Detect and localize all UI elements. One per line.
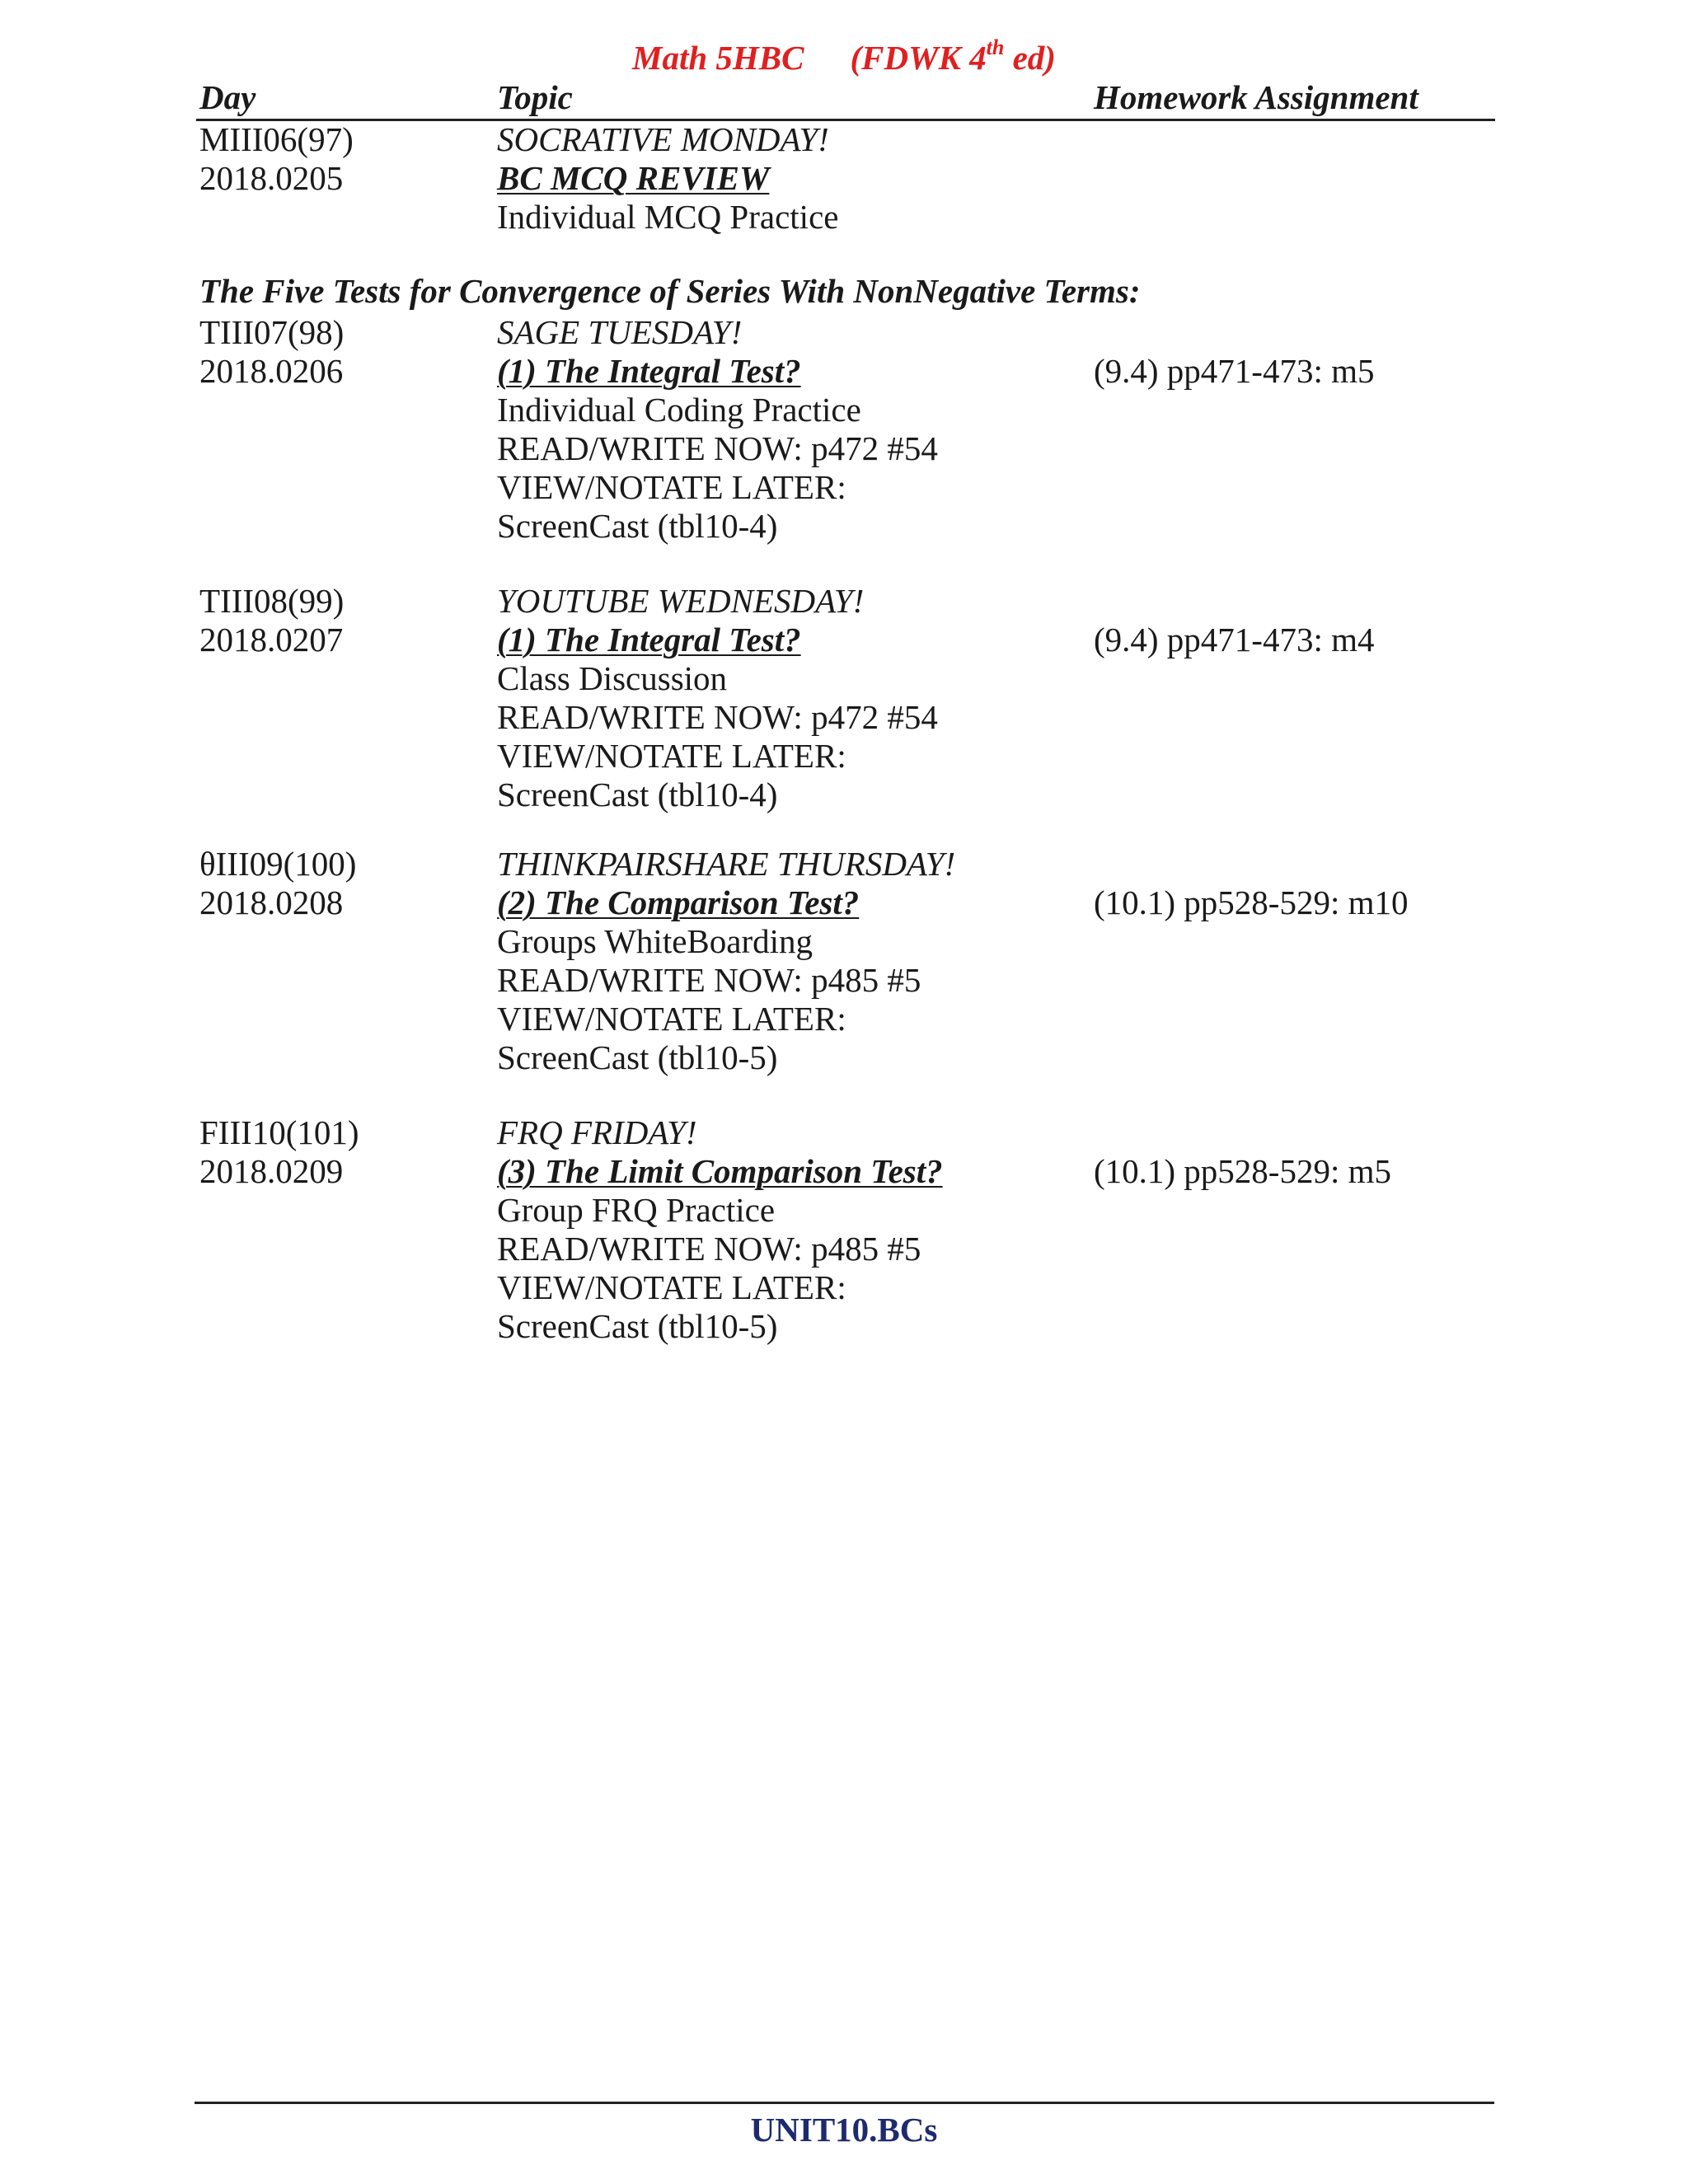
day-code: θIII09(100) [199,845,357,883]
footer-unit-label: UNIT10.BCs [750,2111,938,2149]
homework-assignment: (9.4) pp471-473: m4 [1094,621,1375,658]
screencast-ref: ScreenCast (tbl10-4) [497,776,778,813]
textbook-title: (FDWK 4th ed) [850,35,1056,77]
screencast-ref: ScreenCast (tbl10-4) [497,507,778,545]
column-header-row [196,76,1495,121]
lesson-topic: (1) The Integral Test? [497,621,801,658]
course-title: Math 5HBC [632,39,804,77]
section-heading: The Five Tests for Convergence of Series With NonNegative Terms: [199,272,1141,310]
class-activity: Individual Coding Practice [497,391,861,429]
column-header-homework: Homework Assignment [1094,78,1418,116]
day-code: TIII07(98) [199,313,345,351]
homework-assignment: (9.4) pp471-473: m5 [1094,352,1375,390]
view-notate-later: VIEW/NOTATE LATER: [497,1000,846,1038]
page-title [0,36,1688,79]
day-theme: FRQ FRIDAY! [497,1113,697,1151]
day-date: 2018.0206 [199,352,344,390]
lesson-topic: BC MCQ REVIEW [497,159,770,197]
day-theme: YOUTUBE WEDNESDAY! [497,582,865,620]
class-activity: Individual MCQ Practice [497,198,839,236]
day-date: 2018.0209 [199,1152,344,1190]
day-code: FIII10(101) [199,1113,359,1151]
day-theme: SAGE TUESDAY! [497,313,743,351]
screencast-ref: ScreenCast (tbl10-5) [497,1038,778,1076]
class-activity: Groups WhiteBoarding [497,922,813,960]
day-theme: SOCRATIVE MONDAY! [497,120,829,158]
day-date: 2018.0207 [199,621,344,658]
day-code: MIII06(97) [199,120,354,158]
lesson-topic: (1) The Integral Test? [497,352,801,390]
lesson-topic: (2) The Comparison Test? [497,883,860,921]
homework-assignment: (10.1) pp528-529: m5 [1094,1152,1391,1190]
day-date: 2018.0205 [199,159,344,197]
column-header-day: Day [199,78,256,116]
read-write-now: READ/WRITE NOW: p472 #54 [497,698,938,736]
read-write-now: READ/WRITE NOW: p472 #54 [497,429,938,467]
column-header-topic: Topic [497,78,573,116]
class-activity: Group FRQ Practice [497,1191,776,1229]
lesson-topic: (3) The Limit Comparison Test? [497,1152,943,1190]
view-notate-later: VIEW/NOTATE LATER: [497,1268,846,1306]
homework-assignment: (10.1) pp528-529: m10 [1094,883,1409,921]
read-write-now: READ/WRITE NOW: p485 #5 [497,1230,921,1268]
footer-divider [195,2102,1494,2104]
day-code: TIII08(99) [199,582,345,620]
day-theme: THINKPAIRSHARE THURSDAY! [497,845,956,883]
view-notate-later: VIEW/NOTATE LATER: [497,737,846,775]
screencast-ref: ScreenCast (tbl10-5) [497,1307,778,1345]
read-write-now: READ/WRITE NOW: p485 #5 [497,961,921,999]
class-activity: Class Discussion [497,659,728,697]
view-notate-later: VIEW/NOTATE LATER: [497,468,846,506]
day-date: 2018.0208 [199,883,344,921]
